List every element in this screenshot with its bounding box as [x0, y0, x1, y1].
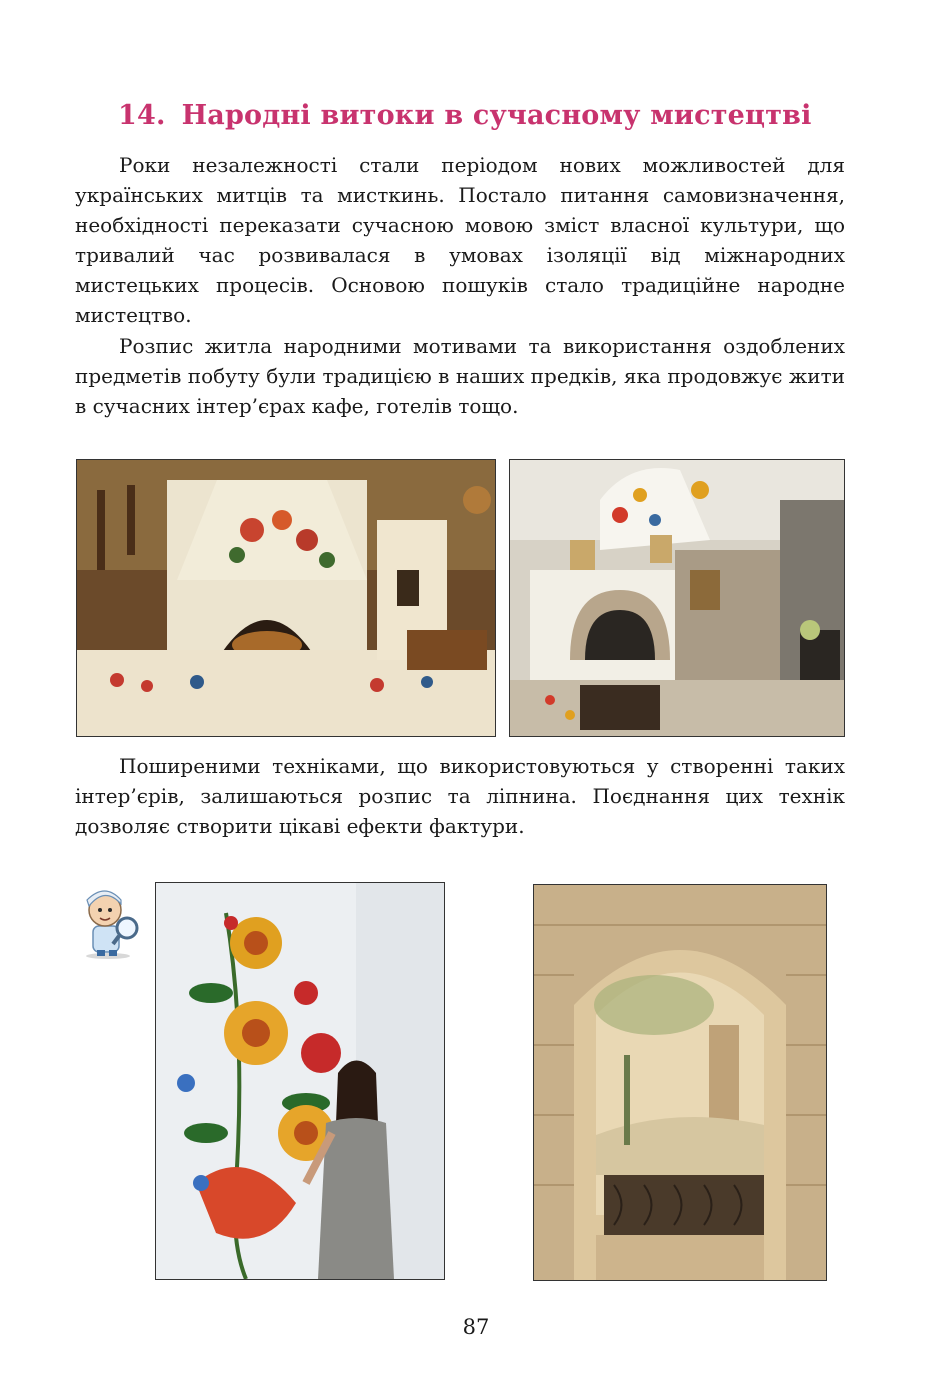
section-title [118, 100, 878, 131]
photo-painted-brick-oven [509, 459, 845, 737]
photo-stucco-fresco-arch [533, 884, 827, 1281]
magnifier-mascot-icon [75, 882, 141, 960]
photo-wall-flower-painting [155, 882, 445, 1280]
paragraph-home-painting [75, 331, 845, 421]
section-heading-text: Народні витоки в сучасному мистецтві [181, 100, 812, 131]
photo-painted-stove-interior [76, 459, 496, 737]
paragraph-text: Роки незалежності стали періодом нових можливостей для українських митців та мисткинь. Постало питання самовизначення, необхідності переказати сучасною мовою зміст власної культури, що тривалий час розвивалася в умовах ізоляції від міжнародних мистецьких процесів. Основою пошуків стало традиційне народне мистецтво. [75, 153, 845, 327]
paragraph-independence [75, 150, 845, 330]
paragraph-text: Розпис житла народними мотивами та використання оздоблених предметів побуту були традицією в наших предків, яка продовжує жити в сучасних інтер’єрах кафе, готелів тощо. [75, 334, 845, 418]
page-number: 87 [462, 1315, 490, 1339]
section-number: 14. [118, 100, 166, 131]
paragraph-text: Поширеними техніками, що використовуються у створенні таких інтер’єрів, залишаються розпис та ліпнина. Поєднання цих технік дозволяє створити цікаві ефекти фактури. [75, 754, 845, 838]
paragraph-techniques [75, 751, 845, 841]
